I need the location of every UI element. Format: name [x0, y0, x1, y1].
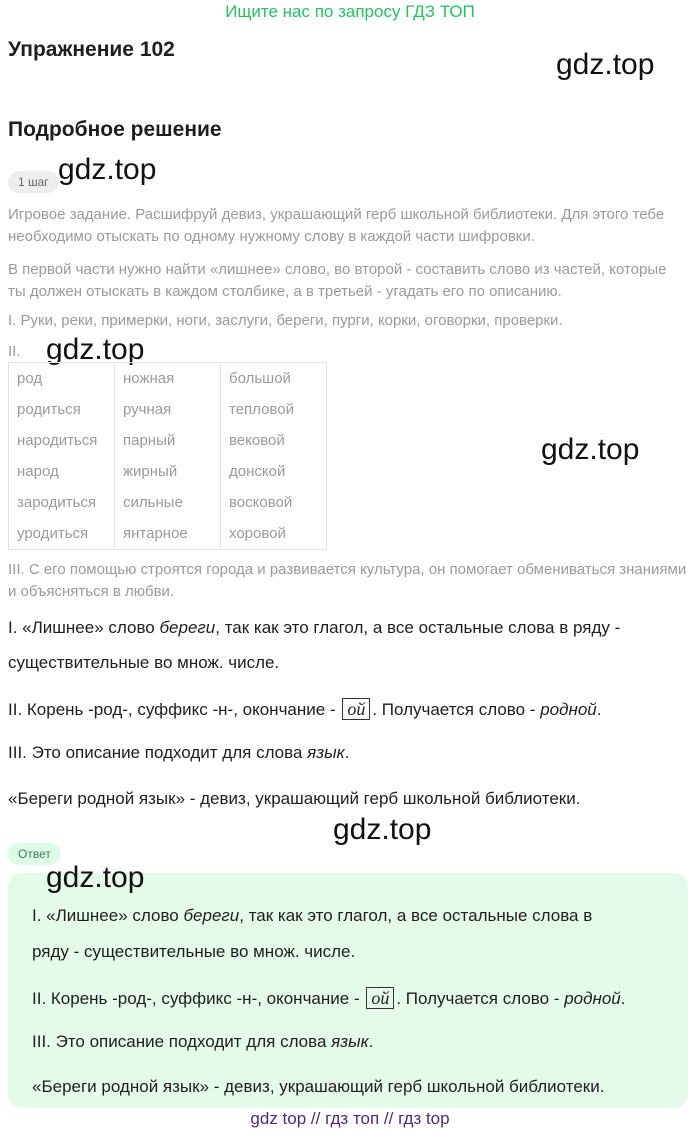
table-cell: большой	[229, 370, 291, 387]
table-cell: янтарное	[123, 525, 188, 542]
answer-text: .	[620, 989, 626, 1008]
ending-box: ой	[366, 987, 394, 1009]
answer-part-1-line-1	[32, 906, 592, 926]
table-cell: народ	[17, 463, 59, 480]
word-column-3	[221, 363, 327, 550]
task-part-2-label: II.	[8, 343, 21, 360]
table-cell: ручная	[123, 401, 172, 418]
answer-text: II. Корень -род-, суффикс -н-, окончание -	[32, 989, 365, 1008]
solution-part-2	[8, 698, 602, 720]
table-cell: вековой	[229, 432, 285, 449]
watermark: gdz.top	[333, 813, 432, 846]
top-banner[interactable]: Ищите нас по запросу ГДЗ ТОП	[225, 2, 475, 21]
answer-text: III. Это описание подходит для слова	[32, 1032, 332, 1051]
solution-part-1-line-2: существительные во множ. числе.	[8, 653, 280, 672]
solution-text: I. «Лишнее» слово	[8, 618, 160, 637]
task-part-3: III. С его помощью строятся города и развивается культура, он помогает обмениваться знаниями и объясняться в любви.	[8, 561, 687, 600]
solution-text: II. Корень -род-, суффикс -н-, окончание -	[8, 700, 341, 719]
answer-text: , так как это глагол, а все остальные слова в	[239, 906, 593, 925]
table-cell: народиться	[17, 432, 98, 449]
answer-text: I. «Лишнее» слово	[32, 906, 184, 925]
watermark: gdz.top	[541, 433, 640, 466]
answer-emphasis: язык	[331, 1032, 369, 1051]
exercise-title: Упражнение 102	[8, 38, 175, 61]
word-table	[8, 362, 327, 550]
solution-part-1-line-1	[8, 618, 620, 638]
answer-text: . Получается слово -	[396, 989, 565, 1008]
table-cell: донской	[229, 463, 286, 480]
solution-emphasis: язык	[307, 743, 345, 762]
answer-badge: Ответ	[8, 843, 61, 865]
solution-emphasis: береги	[159, 618, 216, 637]
table-cell: ножная	[123, 370, 175, 387]
watermark: gdz.top	[556, 48, 655, 81]
table-cell: парный	[123, 432, 176, 449]
answer-part-2	[32, 987, 626, 1009]
solution-part-3	[8, 743, 349, 763]
answer-part-3	[32, 1032, 373, 1052]
table-cell: зародиться	[17, 494, 97, 511]
word-column-2	[115, 363, 221, 550]
table-cell: родиться	[17, 401, 81, 418]
section-title: Подробное решение	[8, 118, 222, 141]
solution-text: .	[596, 700, 602, 719]
answer-motto: «Береги родной язык» - девиз, украшающий герб школьной библиотеки.	[32, 1077, 605, 1096]
step-badge: 1 шаг	[8, 171, 59, 193]
word-column-1	[9, 363, 115, 550]
task-part-1: I. Руки, реки, примерки, ноги, заслуги, береги, пурги, корки, оговорки, проверки.	[8, 312, 563, 329]
solution-text: , так как это глагол, а все остальные слова в ряду -	[215, 618, 621, 637]
table-cell: сильные	[123, 494, 183, 511]
table-cell: восковой	[229, 494, 293, 511]
solution-text: III. Это описание подходит для слова	[8, 743, 308, 762]
answer-part-1-line-2: ряду - существительные во множ. числе.	[32, 942, 356, 961]
table-cell: тепловой	[229, 401, 294, 418]
footer-links[interactable]: gdz top // гдз топ // гдз top	[250, 1109, 450, 1128]
answer-emphasis: береги	[183, 906, 240, 925]
solution-text: .	[344, 743, 350, 762]
table-cell: уродиться	[17, 525, 89, 542]
watermark: gdz.top	[46, 861, 145, 894]
solution-text: . Получается слово -	[372, 700, 541, 719]
task-intro: Игровое задание. Расшифруй девиз, украшающий герб школьной библиотеки. Для этого тебе необходимо отыскать по одному нужному слову в каждой части шифровки.	[8, 206, 665, 245]
table-cell: жирный	[123, 463, 178, 480]
table-cell: хоровой	[229, 525, 286, 542]
answer-text: .	[368, 1032, 374, 1051]
watermark: gdz.top	[58, 153, 157, 186]
table-cell: род	[17, 370, 43, 387]
answer-emphasis: родной	[564, 989, 621, 1008]
watermark: gdz.top	[46, 333, 145, 366]
solution-emphasis: родной	[540, 700, 597, 719]
ending-box: ой	[342, 698, 370, 720]
motto: «Береги родной язык» - девиз, украшающий герб школьной библиотеки.	[8, 789, 581, 808]
task-instruction: В первой части нужно найти «лишнее» слово, во второй - составить слово из частей, которые ты должен отыскать в каждом столбике, а в третьей - угадать его по описанию.	[8, 261, 667, 300]
